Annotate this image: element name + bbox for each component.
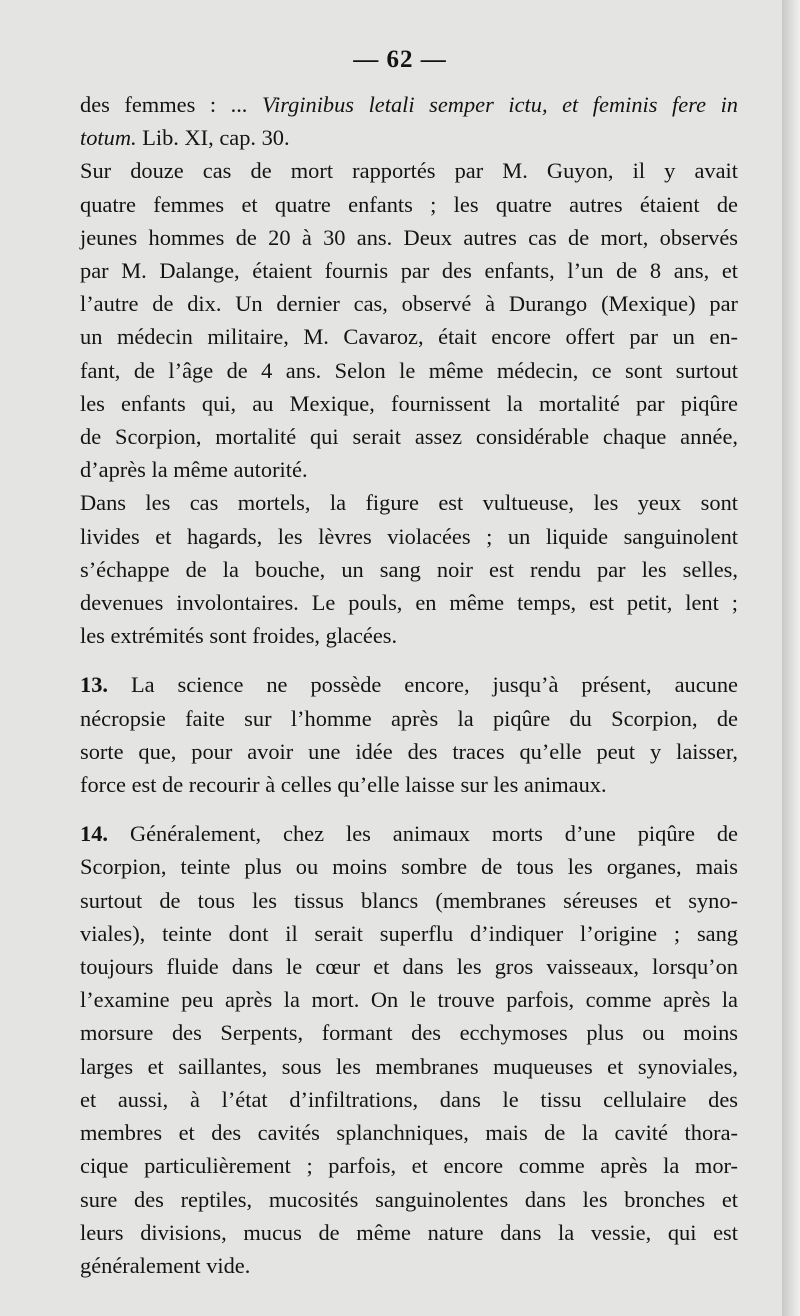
text-run: et aussi, à l’état d’infiltrations, dans le tissu cellulaire des — [80, 1086, 738, 1112]
text-line — [80, 354, 738, 387]
text-line — [80, 121, 738, 154]
body-text — [80, 88, 738, 1282]
text-run: sure des reptiles, mucosités sanguinolentes dans les bronches et — [80, 1186, 738, 1212]
text-run: nécropsie faite sur l’homme après la piqûre du Scorpion, de — [80, 705, 738, 731]
text-line — [80, 154, 738, 187]
text-line — [80, 917, 738, 950]
text-line — [80, 1216, 738, 1249]
text-run: La science ne possède encore, jusqu’à présent, aucune — [108, 672, 738, 698]
text-line — [80, 320, 738, 353]
text-line — [80, 486, 738, 519]
text-line — [80, 188, 738, 221]
text-line — [80, 768, 738, 801]
text-run: toujours fluide dans le cœur et dans les gros vaisseaux, lorsqu’on — [80, 954, 738, 980]
text-run: de Scorpion, mortalité qui serait assez considérable chaque année, — [80, 424, 738, 450]
text-run: morsure des Serpents, formant des ecchymoses plus ou moins — [80, 1020, 738, 1046]
text-line — [80, 1050, 738, 1083]
text-line — [80, 983, 738, 1016]
text-line — [80, 950, 738, 983]
page-edge — [782, 0, 800, 1316]
text-run: d’après la même autorité. — [80, 457, 308, 483]
text-run: viales), teinte dont il serait superflu d’indiquer l’origine ; sang — [80, 920, 738, 946]
text-line — [80, 668, 738, 701]
text-line — [80, 735, 738, 768]
paragraph-gap — [80, 652, 738, 668]
page-number: — 62 — — [353, 46, 447, 73]
text-line — [80, 1016, 738, 1049]
text-line — [80, 1183, 738, 1216]
text-run: devenues involontaires. Le pouls, en même temps, est petit, lent ; — [80, 590, 738, 616]
text-run: larges et saillantes, sous les membranes muqueuses et synoviales, — [80, 1053, 738, 1079]
text-line — [80, 453, 738, 486]
text-line — [80, 1116, 738, 1149]
text-run: les extrémités sont froides, glacées. — [80, 623, 398, 649]
text-line — [80, 817, 738, 850]
text-run: fant, de l’âge de 4 ans. Selon le même médecin, ce sont surtout — [80, 357, 738, 383]
text-run: l’autre de dix. Un dernier cas, observé à Durango (Mexique) par — [80, 291, 738, 317]
paragraph-number: 13. — [80, 672, 108, 698]
text-run: Scorpion, teinte plus ou moins sombre de tous les organes, mais — [80, 854, 738, 880]
text-line — [80, 254, 738, 287]
text-run: totum. — [80, 125, 137, 151]
text-line — [80, 1083, 738, 1116]
text-run: Sur douze cas de mort rapportés par M. Guyon, il y avait — [80, 158, 738, 184]
text-run: un médecin militaire, M. Cavaroz, était encore offert par un en- — [80, 324, 738, 350]
text-line — [80, 619, 738, 652]
paragraph-gap — [80, 801, 738, 817]
text-line — [80, 88, 738, 121]
text-line — [80, 520, 738, 553]
text-run: Généralement, chez les animaux morts d’une piqûre de — [108, 821, 738, 847]
text-run: force est de recourir à celles qu’elle laisse sur les animaux. — [80, 772, 607, 798]
text-line — [80, 850, 738, 883]
text-line — [80, 884, 738, 917]
text-run: membres et des cavités splanchniques, mais de la cavité thora- — [80, 1120, 738, 1146]
text-run: jeunes hommes de 20 à 30 ans. Deux autres cas de mort, observés — [80, 224, 738, 250]
text-line — [80, 1149, 738, 1182]
text-line — [80, 420, 738, 453]
text-run: généralement vide. — [80, 1252, 251, 1278]
text-run: l’examine peu après la mort. On le trouve parfois, comme après la — [80, 987, 738, 1013]
text-line — [80, 287, 738, 320]
text-run: quatre femmes et quatre enfants ; les quatre autres étaient de — [80, 191, 738, 217]
text-line — [80, 1249, 738, 1282]
text-run: Dans les cas mortels, la figure est vultueuse, les yeux sont — [80, 490, 738, 516]
text-run: cique particulièrement ; parfois, et encore comme après la mor- — [80, 1153, 738, 1179]
text-line — [80, 387, 738, 420]
text-line — [80, 702, 738, 735]
text-run: des femmes : ... — [80, 92, 262, 117]
text-run: leurs divisions, mucus de même nature dans la vessie, qui est — [80, 1219, 738, 1245]
text-run: sorte que, pour avoir une idée des traces qu’elle peut y laisser, — [80, 738, 738, 764]
paragraph-number: 14. — [80, 821, 108, 847]
text-run: livides et hagards, les lèvres violacées ; un liquide sanguinolent — [80, 523, 738, 549]
text-run: les enfants qui, au Mexique, fournissent la mortalité par piqûre — [80, 390, 738, 416]
text-run: Lib. XI, cap. 30. — [136, 125, 290, 151]
text-run: s’échappe de la bouche, un sang noir est rendu par les selles, — [80, 556, 738, 582]
text-line — [80, 553, 738, 586]
text-line — [80, 221, 738, 254]
text-run: Virginibus letali semper ictu, et feminis fere in — [261, 92, 738, 117]
text-run: par M. Dalange, étaient fournis par des enfants, l’un de 8 ans, et — [80, 258, 738, 284]
text-run: surtout de tous les tissus blancs (membranes séreuses et syno- — [80, 887, 738, 913]
text-line — [80, 586, 738, 619]
